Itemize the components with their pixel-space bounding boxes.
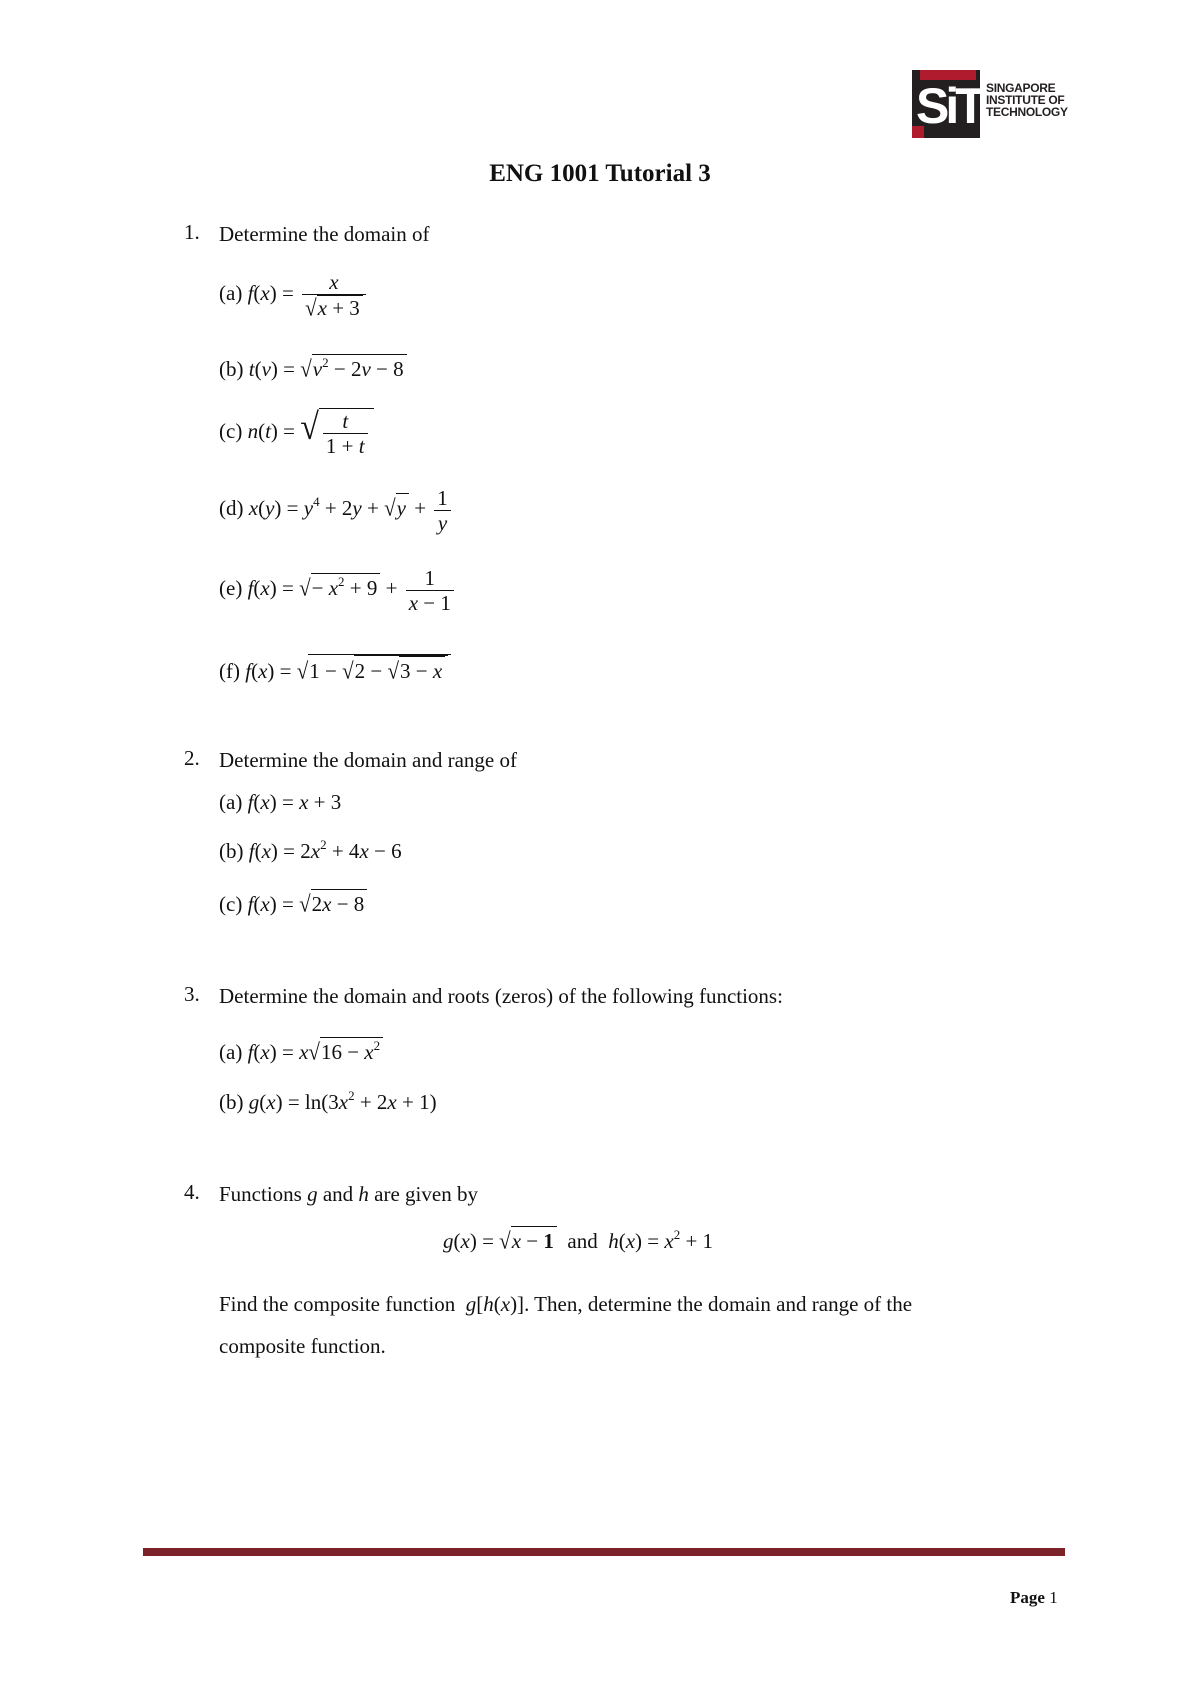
q4-find-text: Find the composite function g[h(x)]. Then, determine the domain and range of the bbox=[219, 1292, 913, 1316]
logo-mark bbox=[912, 70, 980, 138]
q4-find-text-line2: composite function. bbox=[219, 1334, 386, 1358]
q1b-formula: $t(v) = √v^2 - 2v - 8$ bbox=[249, 357, 407, 381]
q1f-formula: f(x) = √1 − √2 − √3 − x bbox=[245, 659, 451, 683]
q4-text: Functions g and h are given by bbox=[219, 1182, 478, 1206]
document-title: ENG 1001 Tutorial 3 bbox=[489, 160, 711, 187]
q1-part-a: (a) f(x) = $\frac{x}{√x + 3}$ bbox=[219, 270, 369, 320]
q3-text: Determine the domain and roots (zeros) of the following functions: bbox=[219, 984, 783, 1008]
logo-wordmark: SINGAPORE INSTITUTE OF TECHNOLOGY bbox=[986, 81, 1068, 119]
q1-part-b: (b) $t(v) = √v^2 - 2v - 8$ bbox=[219, 354, 407, 383]
q1-part-c: (c) n(t) = √ $\frac{t}{1 + t}$ bbox=[219, 408, 374, 458]
q1d-formula: $x(y) = y^4 + 2y + √y$ + $\frac{1}{y}$ bbox=[249, 496, 454, 520]
q1-part-e: (e) f(x) = √− $x^2 + 9$ + $\frac{1}{x - 1}$ bbox=[219, 566, 457, 615]
q2-part-b: (b) $f(x) = 2x^2 + 4x - 6$ bbox=[219, 837, 402, 863]
q2-text: Determine the domain and range of bbox=[219, 748, 517, 772]
page-number: Page 1 bbox=[1010, 1588, 1058, 1607]
q3-part-a: (a) $f(x) = x√16 - x^2$ bbox=[219, 1037, 383, 1066]
logo-letters: SiT bbox=[916, 78, 982, 134]
q1c-formula: n(t) = √ $\frac{t}{1 + t}$ bbox=[248, 419, 374, 443]
q1a-formula: f(x) = $\frac{x}{√x + 3}$ bbox=[248, 281, 369, 305]
q2-part-c: (c) f(x) = √2x − 8 bbox=[219, 889, 367, 918]
q2-number: 2. bbox=[184, 746, 200, 770]
q1-text: Determine the domain of bbox=[219, 222, 430, 246]
q1-number: 1. bbox=[184, 220, 200, 244]
footer-divider bbox=[143, 1548, 1065, 1556]
q4-number: 4. bbox=[184, 1180, 200, 1204]
q1-part-d: (d) $x(y) = y^4 + 2y + √y$ + $\frac{1}{y}$ bbox=[219, 486, 454, 535]
q3-part-b: (b) $g(x) = \ln(3x^2 + 2x + 1)$ bbox=[219, 1088, 437, 1114]
q4-definitions: g(x) = √x − 1 and $h(x) = x^2 + 1$ bbox=[443, 1227, 714, 1255]
sit-logo bbox=[912, 70, 1068, 140]
q3-number: 3. bbox=[184, 982, 200, 1006]
q1e-formula: f(x) = √− $x^2 + 9$ + $\frac{1}{x - 1}$ bbox=[248, 576, 457, 600]
q1-part-f: (f) f(x) = √1 − √2 − √3 − x bbox=[219, 654, 451, 685]
q2-part-a: (a) f(x) = x + 3 bbox=[219, 790, 342, 814]
